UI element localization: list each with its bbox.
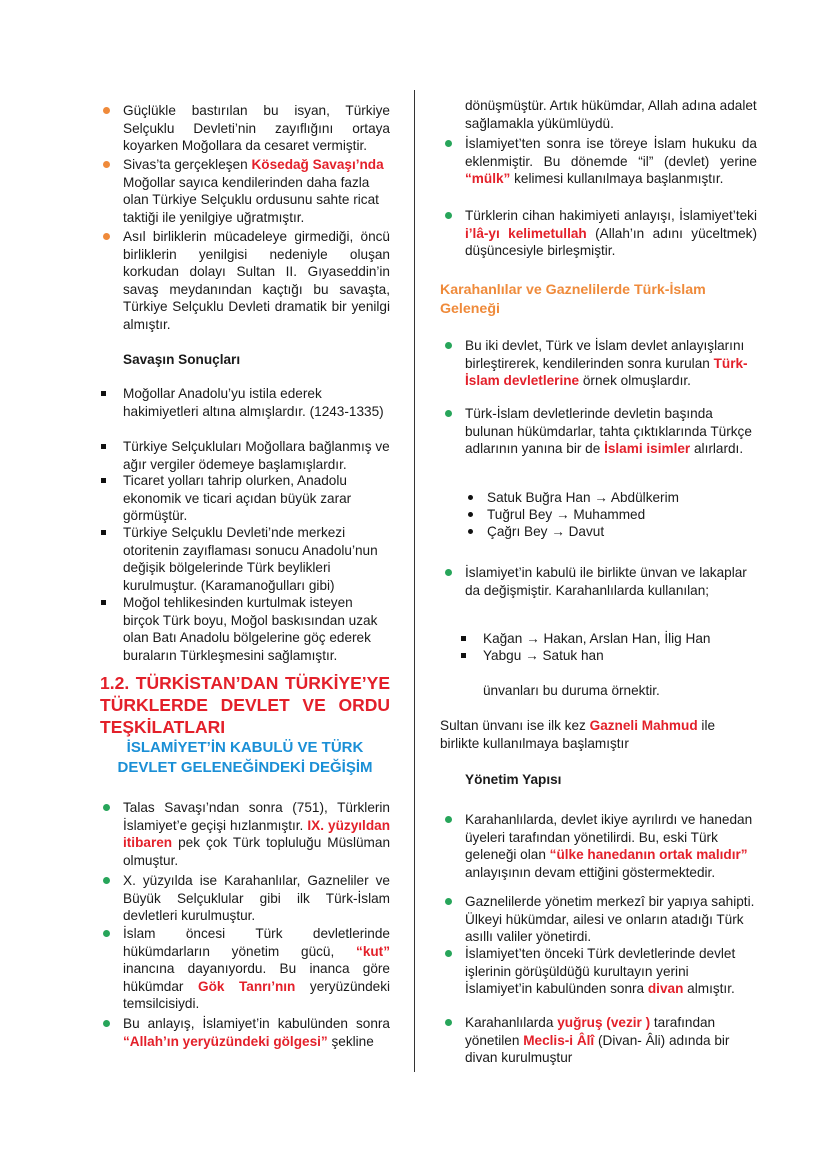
text-segment: Gaznelilerde yönetim merkezî bir yapıya sahipti. Ülkeyi hükümdar, ailesi ve onların atadığı Türk asıllı valiler yönetirdi. [465,894,755,945]
bullet-item [465,405,757,458]
highlighted-text: Türk-İslam devletlerine [465,355,748,389]
sultan-text [440,717,740,752]
result-item [123,472,390,525]
text-segment: almıştır. [683,981,735,997]
subsection-title: İSLAMİYET’İN KABULÜ VE TÜRK DEVLET GELENEĞİNDEKİ DEĞİŞİM [117,739,373,776]
bullet-item [465,207,757,260]
text-segment: tarafından yönetilen [465,1015,716,1048]
text-segment: alırlardı. [690,441,744,457]
text-segment: İslam öncesi Türk devletlerinde hükümdarların yönetim gücü, [123,926,390,959]
bullet-item [123,925,390,1013]
text-segment: Talas Savaşı’ndan sonra (751), Türklerin İslamiyet’e geçişi hızlanmıştır. [123,800,390,833]
bullet-item [123,872,390,925]
bullet-item [465,337,757,390]
text-segment: inancına dayanıyordu. Bu inanca göre hükümdar [123,961,390,994]
text-segment: örnek olmuşlardır. [579,373,691,389]
text-segment: ile birlikte kullanılmaya başlamıştır [440,718,716,751]
text-segment: pek çok Türk topluluğu Müslüman olmuştur. [123,835,390,868]
text-segment: (Allah’ın adını yüceltmek) düşüncesiyle birleşmiştir. [465,225,757,259]
text-segment: Moğollar Anadolu’yu istila ederek hakimiyetleri altına almışlardır. (1243-1335) [123,386,384,419]
titles-note: ünvanları bu duruma örnektir. [483,683,660,698]
name-item: Satuk Buğra Han → Abdülkerim [487,490,679,505]
text-segment: Sivas’ta gerçekleşen [123,157,252,172]
result-item [123,594,390,664]
highlighted-text: “Allah’ın yeryüzündeki gölgesi” [123,1033,328,1049]
continued-text [465,97,757,132]
text-segment: Ticaret yolları tahrip olurken, Anadolu ekonomik ve ticari açıdan büyük zarar görmüştür. [123,473,352,524]
text-segment: Bu anlayış, İslamiyet’in kabulünden sonra [123,1016,390,1031]
text-segment: Moğol tehlikesinden kurtulmak isteyen birçok Türk boyu, Moğol baskısından uzak olan Batı Anadolu bölgelerine göç ederek buraların Türkleşmesini sağlamıştır. [123,595,378,663]
text-segment: İslamiyet’in kabulü ile birlikte ünvan ve lakaplar da değişmiştir. Karahanlılarda kullanılan; [465,565,747,598]
bullet-item [465,811,757,881]
bullet-item [123,1015,390,1050]
text-segment: Karahanlılarda [465,1015,558,1030]
highlighted-text: “mülk” [465,171,511,187]
results-heading: Savaşın Sonuçları [123,352,241,367]
section-heading: Karahanlılar ve Gaznelilerde Türk-İslam Geleneği [440,282,706,317]
title-item: Kağan → Hakan, Arslan Han, İlig Han [483,631,711,646]
text-segment: Sultan ünvanı ise ilk kez [440,718,590,733]
highlighted-text: Gök Tanrı’nın [198,978,296,994]
title-item: Yabgu → Satuk han [483,648,604,663]
highlighted-text: i’lâ-yı kelimetullah [465,225,587,241]
highlighted-text: “kut” [356,943,390,959]
text-segment: Moğollar sayıca kendilerinden daha fazla olan Türkiye Selçuklu ordusunu sahte ricat taktiği ile yenilgiye uğratmıştır. [123,174,379,225]
text-segment: Türklerin cihan hakimiyeti anlayışı, İslamiyet’teki [465,208,757,223]
text-segment: dönüşmüştür. Artık hükümdar, Allah adına adalet sağlamakla yükümlüydü. [465,98,757,131]
text-segment: Türkiye Selçukluları Moğollara bağlanmış ve ağır vergiler ödemeye başlamışlardır. [123,439,390,472]
text-segment: yeryüzündeki temsilcisiydi. [123,978,391,1012]
text-segment: İslamiyet’ten sonra ise töreye İslam hukuku da eklenmiştir. Bu dönemde “il” (devlet) yerine [465,136,757,169]
bullet-item [123,102,390,155]
highlighted-text: divan [647,981,684,997]
text-segment: Güçlükle bastırılan bu isyan, Türkiye Selçuklu Devleti’nin zayıflığını ortaya koyarken Moğollara da cesaret vermiştir. [123,103,390,154]
bullet-item [465,564,757,599]
highlighted-text: Gazneli Mahmud [589,718,698,733]
name-item: Çağrı Bey → Davut [487,524,605,539]
bullet-item [123,228,390,334]
text-segment: Asıl birliklerin mücadeleye girmediği, öncü birliklerin yenilgisi nedeniyle oluşan korkudan dolayı Sultan II. Gıyaseddin’in savaş meydanından kaçtığı bu savaşta, Türkiye Selçuklu Devleti dramatik bir yenilgi almıştır. [123,229,390,332]
highlighted-text: yuğruş (vezir ) [557,1015,651,1030]
bullet-item [465,1014,757,1067]
section-title: 1.2. TÜRKİSTAN’DAN TÜRKİYE’YE TÜRKLERDE DEVLET VE ORDU TEŞKİLATLARI [100,673,390,737]
bullet-item [465,945,757,998]
bullet-item [123,156,390,226]
bullet-item [465,893,757,946]
text-segment: Türkiye Selçuklu Devleti’nde merkezi otoritenin zayıflaması sonucu Anadolu’nun değişik bölgelerinde Türk beylikleri kurulmuştur. (Karamanoğulları gibi) [123,525,378,593]
highlighted-text: “ülke hanedanın ortak malıdır” [549,847,748,863]
text-segment: Türk-İslam devletlerinde devletin başında bulunan hükümdarlar, tahta çıktıklarında Türkçe adlarının yanına bir de [465,406,752,457]
text-segment: kelimesi kullanılmaya başlanmıştır. [510,171,724,187]
highlighted-text: IX. yüzyıldan itibaren [123,817,390,851]
text-segment: şekline [327,1033,374,1049]
highlighted-text: İslami isimler [604,441,691,457]
text-segment: anlayışının devam ettiğini göstermektedir. [465,864,716,880]
name-item: Tuğrul Bey → Muhammed [487,507,646,522]
text-segment: (Divan- Âli) adında bir divan kurulmuştur [465,1032,730,1066]
text-segment: Bu iki devlet, Türk ve İslam devlet anlayışlarını birleştirerek, kendilerinden sonra kurulan [465,338,745,371]
text-segment: Karahanlılarda, devlet ikiye ayrılırdı ve hanedan üyeleri tarafından yönetilirdi. Bu, eski Türk geleneği olan [465,812,753,863]
government-heading: Yönetim Yapısı [465,772,562,787]
bullet-item [123,799,390,869]
text-segment: İslamiyet’ten önceki Türk devletlerinde devlet işlerinin görüşüldüğü kurultayın yerini İslamiyet’in kabulünden sonra [465,946,736,997]
highlighted-text: Meclis-i Âlî [523,1032,595,1048]
result-item [123,438,390,473]
column-divider [414,90,415,1072]
text-segment: X. yüzyılda ise Karahanlılar, Gazneliler ve Büyük Selçuklular gibi ilk Türk-İslam devletleri kurulmuştur. [123,873,390,924]
highlighted-text: Kösedağ Savaşı’nda [251,157,384,172]
result-item [123,524,390,594]
bullet-item [465,135,757,188]
result-item [123,385,390,420]
